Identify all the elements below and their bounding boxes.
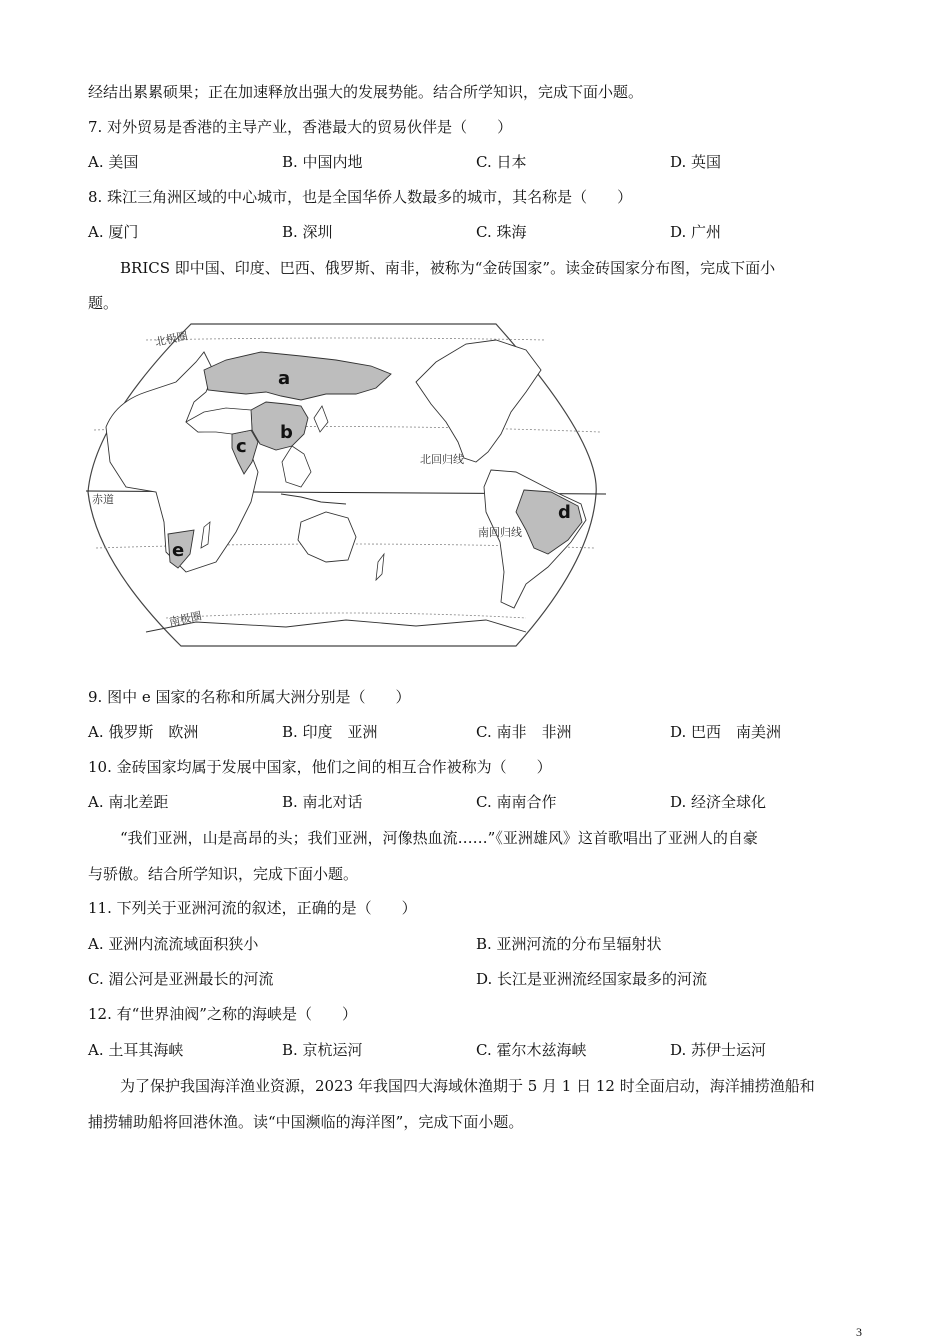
q7-option-d: D. 英国 <box>670 153 722 171</box>
q11-option-c: C. 湄公河是亚洲最长的河流 <box>88 970 274 988</box>
label-arctic-circle: 北极圈 <box>153 329 189 349</box>
asia-intro-line-1: “我们亚洲，山是高昂的头；我们亚洲，河像热血流……”《亚洲雄风》这首歌唱出了亚洲人的自豪 <box>120 829 758 847</box>
label-country-a: a <box>278 368 291 389</box>
q9-option-d: D. 巴西 南美洲 <box>670 723 782 741</box>
q7-option-a: A. 美国 <box>88 153 139 171</box>
ocean-intro-line-2: 捕捞辅助船将回港休渔。读“中国濒临的海洋图”，完成下面小题。 <box>88 1113 524 1131</box>
q11-option-d: D. 长江是亚洲流经国家最多的河流 <box>476 970 708 988</box>
q8-option-c: C. 珠海 <box>476 223 527 241</box>
label-tropic-of-cancer: 北回归线 <box>420 453 464 466</box>
q7-option-c: C. 日本 <box>476 153 527 171</box>
q10-option-a: A. 南北差距 <box>88 793 169 811</box>
question-8-stem: 8. 珠江三角洲区域的中心城市，也是全国华侨人数最多的城市，其名称是（ ） <box>88 188 633 206</box>
q8-option-b: B. 深圳 <box>282 223 333 241</box>
brics-world-map <box>86 322 606 648</box>
q9-option-b: B. 印度 亚洲 <box>282 723 378 741</box>
question-9-stem: 9. 图中 e 国家的名称和所属大洲分别是（ ） <box>88 688 411 706</box>
ocean-intro-line-1: 为了保护我国海洋渔业资源，2023 年我国四大海域休渔期于 5 月 1 日 12 时全面启动，海洋捕捞渔船和 <box>120 1077 815 1095</box>
label-country-b: b <box>280 422 293 443</box>
label-country-e: e <box>172 540 185 561</box>
q10-option-b: B. 南北对话 <box>282 793 363 811</box>
q12-option-c: C. 霍尔木兹海峡 <box>476 1041 587 1059</box>
intro-tail: 经结出累累硕果；正在加速释放出强大的发展势能。结合所学知识，完成下面小题。 <box>88 83 644 101</box>
page-number: 3 <box>856 1325 862 1339</box>
brics-intro-line-2: 题。 <box>88 294 119 312</box>
q12-option-a: A. 土耳其海峡 <box>88 1041 184 1059</box>
question-12-stem: 12. 有“世界油阀”之称的海峡是（ ） <box>88 1005 357 1023</box>
label-equator: 赤道 <box>92 493 114 506</box>
q11-option-b: B. 亚洲河流的分布呈辐射状 <box>476 935 662 953</box>
q11-option-a: A. 亚洲内流流域面积狭小 <box>88 935 259 953</box>
asia-intro-line-2: 与骄傲。结合所学知识，完成下面小题。 <box>88 865 359 883</box>
q8-option-d: D. 广州 <box>670 223 722 241</box>
q12-option-b: B. 京杭运河 <box>282 1041 363 1059</box>
label-tropic-of-capricorn: 南回归线 <box>478 526 522 539</box>
label-antarctic-circle: 南极圈 <box>167 609 203 629</box>
q10-option-c: C. 南南合作 <box>476 793 557 811</box>
q9-option-a: A. 俄罗斯 欧洲 <box>88 723 199 741</box>
question-7-stem: 7. 对外贸易是香港的主导产业，香港最大的贸易伙伴是（ ） <box>88 118 513 136</box>
label-country-c: c <box>236 436 247 457</box>
brics-intro-line-1: BRICS 即中国、印度、巴西、俄罗斯、南非，被称为“金砖国家”。读金砖国家分布图，完成下面小 <box>120 259 776 277</box>
question-11-stem: 11. 下列关于亚洲河流的叙述，正确的是（ ） <box>88 899 417 917</box>
q12-option-d: D. 苏伊士运河 <box>670 1041 767 1059</box>
q10-option-d: D. 经济全球化 <box>670 793 767 811</box>
question-10-stem: 10. 金砖国家均属于发展中国家，他们之间的相互合作被称为（ ） <box>88 758 552 776</box>
q9-option-c: C. 南非 非洲 <box>476 723 572 741</box>
q8-option-a: A. 厦门 <box>88 223 139 241</box>
q7-option-b: B. 中国内地 <box>282 153 363 171</box>
label-country-d: d <box>558 502 571 523</box>
